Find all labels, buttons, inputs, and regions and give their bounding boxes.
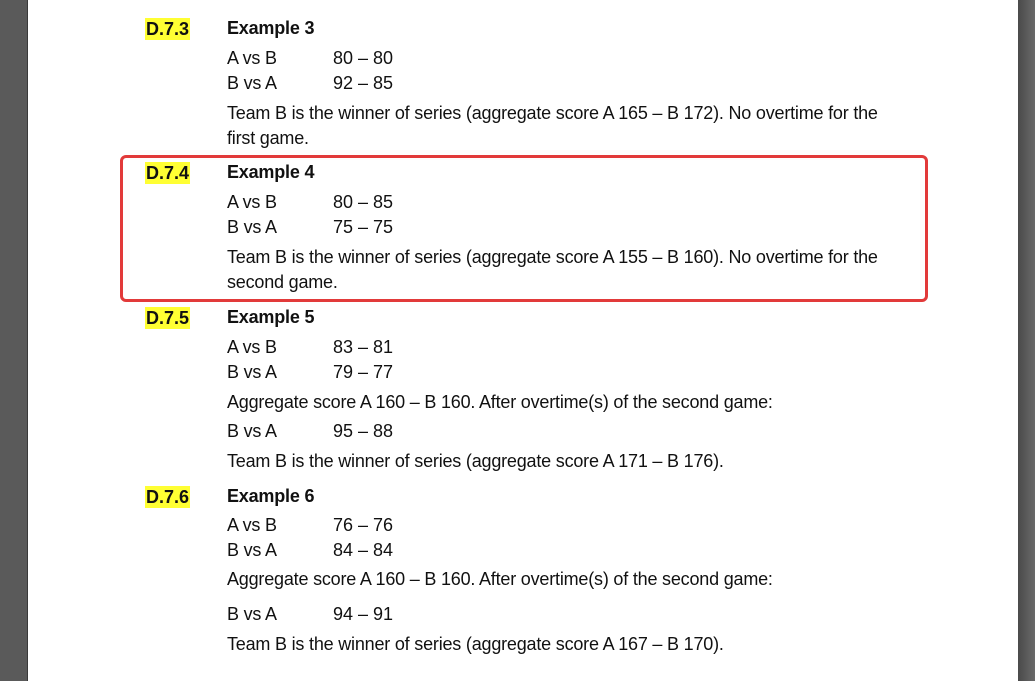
section-number: D.7.3 [146, 19, 190, 39]
row-score: 94 – 91 [333, 604, 394, 624]
row-teams: B vs A [227, 217, 277, 237]
row-score: 92 – 85 [333, 73, 394, 93]
section-title: Example 3 [227, 18, 315, 38]
aggregate-text: Aggregate score A 160 – B 160. After overtime(s) of the second game: [227, 569, 773, 589]
row-teams: B vs A [227, 604, 277, 624]
section-number: D.7.4 [146, 163, 190, 183]
section-note: Team B is the winner of series (aggregate score A 165 – B 172). No overtime for the [227, 103, 878, 123]
row-teams: A vs B [227, 192, 277, 212]
row-teams: B vs A [227, 540, 277, 560]
row-teams: A vs B [227, 515, 277, 535]
result-text: Team B is the winner of series (aggregate score A 167 – B 170). [227, 634, 724, 654]
row-score: 75 – 75 [333, 217, 394, 237]
section-title: Example 4 [227, 162, 315, 182]
row-score: 80 – 85 [333, 192, 394, 212]
row-teams: B vs A [227, 362, 277, 382]
row-teams: B vs A [227, 421, 277, 441]
section-title: Example 5 [227, 307, 315, 327]
result-text: Team B is the winner of series (aggregate score A 171 – B 176). [227, 451, 724, 471]
scroll-edge [1018, 0, 1035, 681]
section-number: D.7.5 [146, 308, 190, 328]
row-score: 76 – 76 [333, 515, 394, 535]
row-score: 83 – 81 [333, 337, 394, 357]
row-teams: B vs A [227, 73, 277, 93]
section-note: first game. [227, 128, 309, 148]
row-teams: A vs B [227, 337, 277, 357]
section-number: D.7.6 [146, 487, 190, 507]
row-teams: A vs B [227, 48, 277, 68]
row-score: 79 – 77 [333, 362, 394, 382]
row-score: 84 – 84 [333, 540, 394, 560]
section-title: Example 6 [227, 486, 315, 506]
section-note: Team B is the winner of series (aggregate score A 155 – B 160). No overtime for the [227, 247, 878, 267]
row-score: 95 – 88 [333, 421, 394, 441]
aggregate-text: Aggregate score A 160 – B 160. After overtime(s) of the second game: [227, 392, 773, 412]
row-score: 80 – 80 [333, 48, 394, 68]
section-note: second game. [227, 272, 338, 292]
